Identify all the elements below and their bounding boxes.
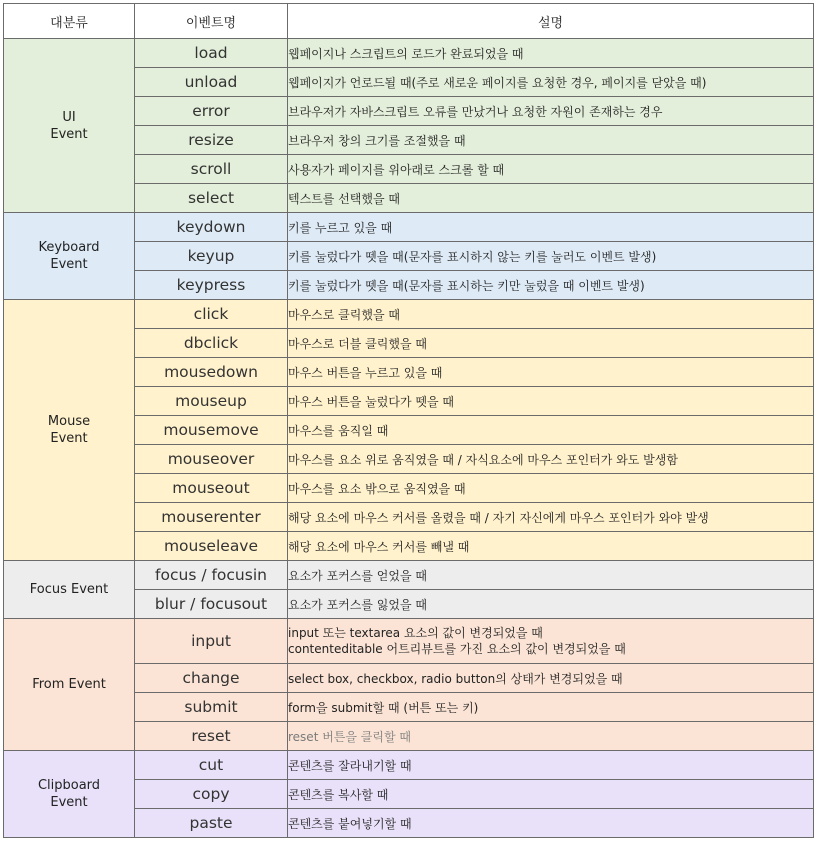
event-name: paste: [135, 809, 288, 838]
event-description: 사용자가 페이지를 위아래로 스크롤 할 때: [288, 155, 814, 184]
event-description: select box, checkbox, radio button의 상태가 변경되었을 때: [288, 664, 814, 693]
event-name: keydown: [135, 213, 288, 242]
event-description: 요소가 포커스를 얻었을 때: [288, 561, 814, 590]
event-description: form을 submit할 때 (버튼 또는 키): [288, 693, 814, 722]
event-description: 마우스로 클릭했을 때: [288, 300, 814, 329]
category-form: From Event: [4, 619, 135, 751]
event-description: 키를 누르고 있을 때: [288, 213, 814, 242]
event-description: 브라우저 창의 크기를 조절했을 때: [288, 126, 814, 155]
event-name: error: [135, 97, 288, 126]
header-row: [4, 4, 814, 39]
event-name: keypress: [135, 271, 288, 300]
event-name: mousedown: [135, 358, 288, 387]
event-description: 텍스트를 선택했을 때: [288, 184, 814, 213]
event-description: 마우스를 요소 위로 움직였을 때 / 자식요소에 마우스 포인터가 와도 발생함: [288, 445, 814, 474]
event-description: reset 버튼을 클릭할 때: [288, 722, 814, 751]
event-description: 마우스로 더블 클릭했을 때: [288, 329, 814, 358]
event-description: 키를 눌렀다가 뗏을 때(문자를 표시하는 키만 눌렀을 때 이벤트 발생): [288, 271, 814, 300]
category-clipboard: Clipboard Event: [4, 751, 135, 838]
event-name: click: [135, 300, 288, 329]
event-name: focus / focusin: [135, 561, 288, 590]
event-name: mouseleave: [135, 532, 288, 561]
header-description: 설명: [288, 4, 814, 39]
event-name: resize: [135, 126, 288, 155]
header-event-name: 이벤트명: [135, 4, 288, 39]
event-name: select: [135, 184, 288, 213]
table-row: [4, 619, 814, 664]
event-description: 웹페이지가 언로드될 때(주로 새로운 페이지를 요청한 경우, 페이지를 닫았을 때): [288, 68, 814, 97]
table-row: [4, 561, 814, 590]
event-description: 키를 눌렀다가 뗏을 때(문자를 표시하지 않는 키를 눌러도 이벤트 발생): [288, 242, 814, 271]
event-name: dbclick: [135, 329, 288, 358]
category-focus: Focus Event: [4, 561, 135, 619]
event-name: mouseup: [135, 387, 288, 416]
event-description: 콘텐츠를 복사할 때: [288, 780, 814, 809]
event-name: unload: [135, 68, 288, 97]
table-row: [4, 39, 814, 68]
table-row: [4, 751, 814, 780]
event-name: cut: [135, 751, 288, 780]
event-name: reset: [135, 722, 288, 751]
event-name: input: [135, 619, 288, 664]
header-category: 대분류: [4, 4, 135, 39]
event-name: mouseout: [135, 474, 288, 503]
event-description: 해당 요소에 마우스 커서를 올렸을 때 / 자기 자신에게 마우스 포인터가 와야 발생: [288, 503, 814, 532]
event-table: [3, 3, 814, 838]
event-name: mouserenter: [135, 503, 288, 532]
table-row: [4, 213, 814, 242]
event-name: change: [135, 664, 288, 693]
event-description: 마우스 버튼을 누르고 있을 때: [288, 358, 814, 387]
event-description: 콘텐츠를 붙여넣기할 때: [288, 809, 814, 838]
event-description: 마우스를 움직일 때: [288, 416, 814, 445]
event-description: 해당 요소에 마우스 커서를 빼낼 때: [288, 532, 814, 561]
event-name: keyup: [135, 242, 288, 271]
event-description: 콘텐츠를 잘라내기할 때: [288, 751, 814, 780]
event-name: submit: [135, 693, 288, 722]
table-row: [4, 300, 814, 329]
event-description: 웹페이지나 스크립트의 로드가 완료되었을 때: [288, 39, 814, 68]
description-line: input 또는 textarea 요소의 값이 변경되었을 때: [288, 626, 543, 640]
event-description: 요소가 포커스를 잃었을 때: [288, 590, 814, 619]
category-keyboard: Keyboard Event: [4, 213, 135, 300]
event-name: blur / focusout: [135, 590, 288, 619]
event-description: 브라우저가 자바스크립트 오류를 만났거나 요청한 자원이 존재하는 경우: [288, 97, 814, 126]
event-name: mousemove: [135, 416, 288, 445]
event-name: load: [135, 39, 288, 68]
event-name: copy: [135, 780, 288, 809]
event-description: 마우스를 요소 밖으로 움직였을 때: [288, 474, 814, 503]
event-description: 마우스 버튼을 눌렀다가 뗏을 때: [288, 387, 814, 416]
category-mouse: Mouse Event: [4, 300, 135, 561]
event-name: scroll: [135, 155, 288, 184]
description-line: contenteditable 어트리뷰트를 가진 요소의 값이 변경되었을 때: [288, 642, 626, 656]
event-name: mouseover: [135, 445, 288, 474]
event-description: [288, 619, 814, 664]
category-ui: UI Event: [4, 39, 135, 213]
